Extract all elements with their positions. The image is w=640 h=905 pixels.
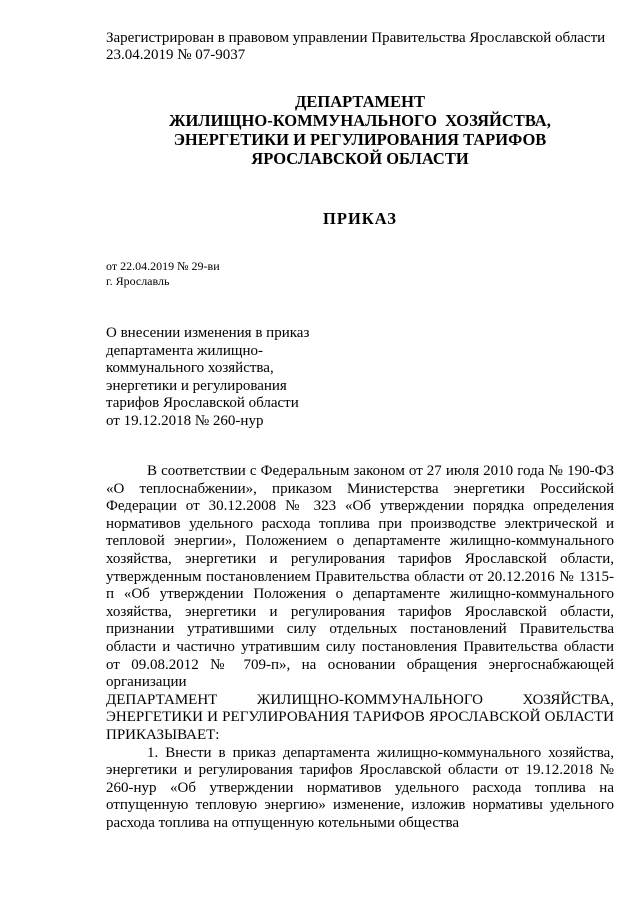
department-line-4: ЯРОСЛАВСКОЙ ОБЛАСТИ (251, 149, 469, 168)
subject-line-4: энергетики и регулирования (106, 377, 287, 394)
department-line-3: ЭНЕРГЕТИКИ И РЕГУЛИРОВАНИЯ ТАРИФОВ (173, 130, 547, 149)
registration-line-2: 23.04.2019 № 07-9037 (106, 47, 246, 63)
order-title: ПРИКАЗ (323, 209, 397, 228)
order-directive: ДЕПАРТАМЕНТ ЖИЛИЩНО-КОММУНАЛЬНОГО ХОЗЯЙСТВА, ЭНЕРГЕТИКИ И РЕГУЛИРОВАНИЯ ТАРИФОВ ЯРОСЛАВСКОЙ ОБЛАСТИ ПРИКАЗЫВАЕТ: (106, 691, 614, 743)
subject-line-6: от 19.12.2018 № 260-нур (106, 412, 264, 429)
order-city: г. Ярославль (106, 274, 170, 288)
item-1-paragraph: 1. Внести в приказ департамента жилищно-коммунального хозяйства, энергетики и регулирования тарифов Ярославской области от 19.12.2018 № 260-нур «Об утверждении нормативов удельного расхода топлива на отпущенную тепловую энергию» изменение, изложив нормативы удельного расхода топлива на отпущенную котельными общества (106, 744, 614, 831)
order-meta (106, 259, 220, 289)
subject-line-5: тарифов Ярославской области (106, 395, 299, 412)
department-line-1: ДЕПАРТАМЕНТ (295, 92, 425, 111)
order-subject (106, 325, 309, 431)
registration-stamp (106, 30, 605, 64)
subject-line-2: департамента жилищно- (106, 342, 263, 359)
registration-line-1: Зарегистрирован в правовом управлении Правительства Ярославской области (106, 30, 606, 46)
order-body (106, 463, 614, 832)
preamble-paragraph: В соответствии с Федеральным законом от 27 июля 2010 года № 190-ФЗ «О теплоснабжении», приказом Министерства энергетики Российской Федерации от 30.12.2008 № 323 «Об утверждении порядка определения нормативов удельного расхода топлива при производстве электрической и тепловой энергии», Положением о департаменте жилищно-коммунального хозяйства, энергетики и регулирования тарифов Ярославской области, утвержденным постановлением Правительства области от 20.12.2016 № 1315-п «Об утверждении Положения о департаменте жилищно-коммунального хозяйства, энергетики и регулирования тарифов Ярославской области, признании утратившими силу отдельных постановлений Правительства области и частично утратившим силу постановления Правительства области от 09.08.2012 № 709-п», на основании обращения энергоснабжающей организации (106, 463, 614, 691)
department-header (106, 92, 614, 168)
subject-line-3: коммунального хозяйства, (106, 360, 274, 377)
subject-line-1: О внесении изменения в приказ (106, 325, 310, 341)
department-line-2: ЖИЛИЩНО-КОММУНАЛЬНОГО ХОЗЯЙСТВА, (169, 111, 551, 130)
order-date-number: от 22.04.2019 № 29-ви (106, 259, 220, 273)
